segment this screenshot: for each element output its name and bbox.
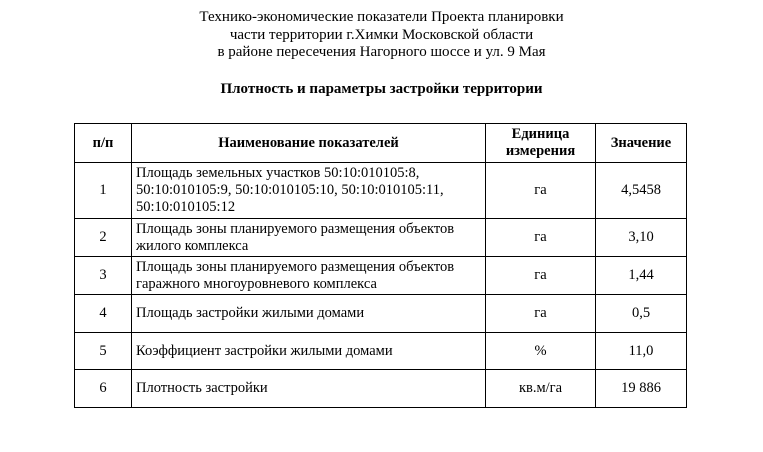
row-value: 4,5458 bbox=[596, 163, 687, 219]
row-num: 3 bbox=[75, 257, 132, 295]
row-name: Площадь земельных участков 50:10:010105:8, 50:10:010105:9, 50:10:010105:10, 50:10:010105:11, 50:10:010105:12 bbox=[132, 163, 486, 219]
row-num: 4 bbox=[75, 295, 132, 333]
row-num: 1 bbox=[75, 163, 132, 219]
heading-line: части территории г.Химки Московской области bbox=[229, 26, 534, 43]
document-heading bbox=[0, 9, 763, 62]
table-row bbox=[75, 370, 687, 408]
row-unit: кв.м/га bbox=[486, 370, 596, 408]
row-name: Плотность застройки bbox=[132, 370, 486, 408]
row-unit: га bbox=[486, 163, 596, 219]
heading-line: Технико-экономические показатели Проекта планировки bbox=[199, 9, 564, 25]
row-value: 0,5 bbox=[596, 295, 687, 333]
row-value: 3,10 bbox=[596, 219, 687, 257]
table-header-row bbox=[75, 124, 687, 163]
row-name: Коэффициент застройки жилыми домами bbox=[132, 333, 486, 370]
table-row bbox=[75, 219, 687, 257]
header-name: Наименование показателей bbox=[132, 124, 486, 163]
row-value: 19 886 bbox=[596, 370, 687, 408]
header-unit: Единица измерения bbox=[486, 124, 596, 163]
row-num: 2 bbox=[75, 219, 132, 257]
header-num: п/п bbox=[75, 124, 132, 163]
row-name: Площадь зоны планируемого размещения объектов гаражного многоуровневого комплекса bbox=[132, 257, 486, 295]
row-unit: % bbox=[486, 333, 596, 370]
section-subtitle: Плотность и параметры застройки территории bbox=[220, 81, 543, 97]
row-unit: га bbox=[486, 295, 596, 333]
indicators-table bbox=[74, 123, 687, 408]
row-num: 5 bbox=[75, 333, 132, 370]
header-value: Значение bbox=[596, 124, 687, 163]
row-value: 1,44 bbox=[596, 257, 687, 295]
row-value: 11,0 bbox=[596, 333, 687, 370]
table-row bbox=[75, 257, 687, 295]
row-unit: га bbox=[486, 257, 596, 295]
row-num: 6 bbox=[75, 370, 132, 408]
row-name: Площадь зоны планируемого размещения объектов жилого комплекса bbox=[132, 219, 486, 257]
table-row bbox=[75, 295, 687, 333]
table-row bbox=[75, 333, 687, 370]
heading-line: в районе пересечения Нагорного шоссе и ул. 9 Мая bbox=[217, 44, 546, 60]
row-unit: га bbox=[486, 219, 596, 257]
table-row bbox=[75, 163, 687, 219]
row-name: Площадь застройки жилыми домами bbox=[132, 295, 486, 333]
